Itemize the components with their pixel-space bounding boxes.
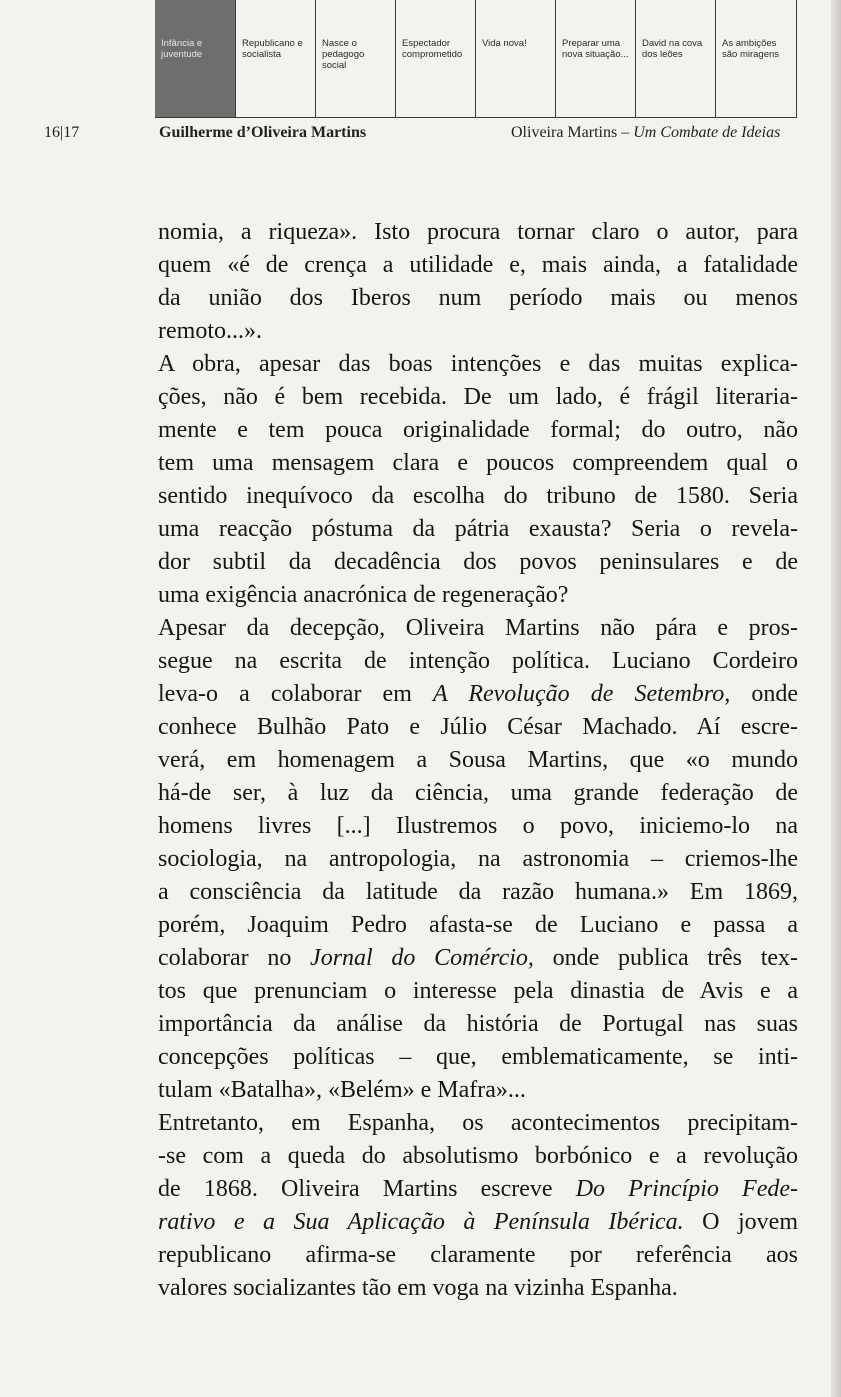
text-line: A obra, apesar das boas intenções e das muitas explica- bbox=[158, 351, 798, 377]
text-line: importância da análise da história de Portugal nas suas bbox=[158, 1011, 798, 1037]
text-line: de 1868. Oliveira Martins escreve Do Princípio Fede- bbox=[158, 1176, 798, 1202]
text-line: verá, em homenagem a Sousa Martins, que «o mundo bbox=[158, 747, 798, 773]
book-title-prefix: Oliveira Martins – bbox=[511, 124, 634, 141]
text-line: uma reacção póstuma da pátria exausta? Seria o revela- bbox=[158, 516, 798, 542]
text-line: nomia, a riqueza». Isto procura tornar claro o autor, para bbox=[158, 219, 798, 245]
chapter-tab-label: David na cova dos leões bbox=[642, 38, 703, 60]
text-line: tos que prenunciam o interesse pela dinastia de Avis e a bbox=[158, 978, 798, 1004]
text-line: sentido inequívoco da escolha do tribuno de 1580. Seria bbox=[158, 483, 798, 509]
body-text bbox=[158, 216, 798, 1305]
chapter-tab-pedagogo[interactable] bbox=[315, 0, 395, 117]
text-line: porém, Joaquim Pedro afasta-se de Luciano e passa a bbox=[158, 912, 798, 938]
text-line: tem uma mensagem clara e poucos compreendem qual o bbox=[158, 450, 798, 476]
text-line: a consciência da latitude da razão humana.» Em 1869, bbox=[158, 879, 798, 905]
text-line: quem «é de crença a utilidade e, mais ainda, a fatalidade bbox=[158, 252, 798, 278]
text-line: uma exigência anacrónica de regeneração? bbox=[158, 582, 569, 608]
running-head bbox=[0, 124, 841, 146]
text-line: Entretanto, em Espanha, os acontecimentos precipitam- bbox=[158, 1110, 798, 1136]
text-line: concepções políticas – que, emblematicamente, se inti- bbox=[158, 1044, 798, 1070]
text-line: leva-o a colaborar em A Revolução de Setembro, onde bbox=[158, 681, 798, 707]
text-line: dor subtil da decadência dos povos peninsulares e de bbox=[158, 549, 798, 575]
text-line: tulam «Batalha», «Belém» e Mafra»... bbox=[158, 1077, 526, 1103]
chapter-tab-label: Nasce o pedagogo social bbox=[322, 38, 365, 71]
chapter-tab-label: Republicano e socialista bbox=[242, 38, 303, 60]
text-line: republicano afirma-se claramente por referência aos bbox=[158, 1242, 798, 1268]
italic-title: Jornal do Comércio, bbox=[310, 945, 534, 971]
text-line: segue na escrita de intenção política. Luciano Cordeiro bbox=[158, 648, 798, 674]
text-line: conhece Bulhão Pato e Júlio César Machado. Aí escre- bbox=[158, 714, 798, 740]
text-line: -se com a queda do absolutismo borbónico e a revolução bbox=[158, 1143, 798, 1169]
text-line: homens livres [...] Ilustremos o povo, iniciemo-lo na bbox=[158, 813, 798, 839]
chapter-tab-infancia[interactable] bbox=[155, 0, 235, 117]
chapter-navigation bbox=[155, 0, 797, 117]
text-line: colaborar no Jornal do Comércio, onde publica três tex- bbox=[158, 945, 798, 971]
text-line: há-de ser, à luz da ciência, uma grande federação de bbox=[158, 780, 798, 806]
text-line: mente e tem pouca originalidade formal; do outro, não bbox=[158, 417, 798, 443]
italic-title: Do Princípio Fede- bbox=[575, 1176, 798, 1202]
italic-title: rativo e a Sua Aplicação à Península Ibérica. bbox=[158, 1209, 684, 1235]
chapter-tab-label: As ambições são miragens bbox=[722, 38, 780, 60]
text-line: Apesar da decepção, Oliveira Martins não pára e pros- bbox=[158, 615, 798, 641]
book-title bbox=[511, 124, 780, 142]
text-line: da união dos Iberos num período mais ou menos bbox=[158, 285, 798, 311]
text-line: rativo e a Sua Aplicação à Península Ibérica. O jovem bbox=[158, 1209, 798, 1235]
chapter-tab-label: Vida nova! bbox=[482, 38, 527, 49]
text-line: remoto...». bbox=[158, 318, 262, 344]
chapter-tab-espectador[interactable] bbox=[395, 0, 475, 117]
nav-divider bbox=[155, 117, 797, 118]
chapter-tab-label: Preparar uma nova situação... bbox=[562, 38, 629, 60]
page-edge-shadow bbox=[831, 0, 841, 1397]
chapter-tab-label: Infância e juventude bbox=[161, 38, 203, 60]
text-line: sociologia, na antropologia, na astronomia – criemos-lhe bbox=[158, 846, 798, 872]
chapter-tab-label: Espectador comprometido bbox=[402, 38, 463, 60]
chapter-tab-vida-nova[interactable] bbox=[475, 0, 555, 117]
chapter-tab-republicano[interactable] bbox=[235, 0, 315, 117]
chapter-tab-preparar[interactable] bbox=[555, 0, 635, 117]
chapter-tab-ambicoes[interactable] bbox=[715, 0, 797, 117]
text-line: ções, não é bem recebida. De um lado, é frágil literaria- bbox=[158, 384, 798, 410]
author-name: Guilherme d’Oliveira Martins bbox=[159, 124, 367, 141]
text-line: valores socializantes tão em voga na vizinha Espanha. bbox=[158, 1275, 678, 1301]
chapter-tab-david[interactable] bbox=[635, 0, 715, 117]
book-title-italic: Um Combate de Ideias bbox=[633, 124, 781, 141]
page-numbers: 16|17 bbox=[44, 124, 80, 141]
italic-title: A Revolução de Setembro, bbox=[432, 681, 731, 707]
